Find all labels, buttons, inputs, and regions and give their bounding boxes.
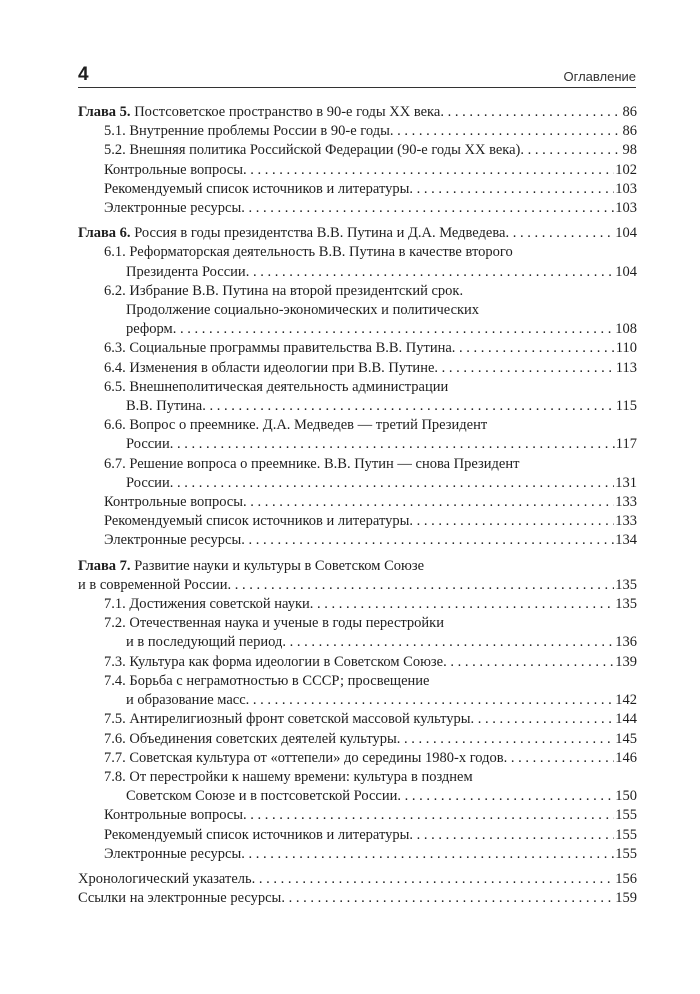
toc-entry-5-questions[interactable]: Контрольные вопросы . . . 102 xyxy=(78,161,637,180)
toc-entry-6-4[interactable]: 6.4. Изменения в области идеологии при В.В. Путине . . . 113 xyxy=(78,359,637,378)
toc-entry-5-2[interactable]: 5.2. Внешняя политика Российской Федерации (90-е годы XX века) . . . 98 xyxy=(78,141,637,160)
toc-entry-6-7[interactable]: 6.7. Решение вопроса о преемнике. В.В. Путин — снова Президент России . . . 131 xyxy=(78,455,637,493)
toc-entry-6-3[interactable]: 6.3. Социальные программы правительства В.В. Путина . . . 110 xyxy=(78,339,637,358)
toc-entry-6-questions[interactable]: Контрольные вопросы . . . 133 xyxy=(78,493,637,512)
toc-entry-7-3[interactable]: 7.3. Культура как форма идеологии в Советском Союзе . . . 139 xyxy=(78,653,637,672)
toc-entry-6-5[interactable]: 6.5. Внешнеполитическая деятельность администрации В.В. Путина . . . 115 xyxy=(78,378,637,416)
chapter-5-block xyxy=(78,103,637,218)
running-header xyxy=(78,64,636,94)
page-ref: 86 xyxy=(622,104,637,120)
toc-entry-6-literature[interactable]: Рекомендуемый список источников и литературы . . . 133 xyxy=(78,512,637,531)
toc-entry-5-1[interactable]: 5.1. Внутренние проблемы России в 90-е годы . . . 86 xyxy=(78,122,637,141)
toc-entry-7-8[interactable]: 7.8. От перестройки к нашему времени: культура в позднем Советском Союзе и в постсоветской России . . . 150 xyxy=(78,768,637,806)
toc-entry-6-2[interactable]: 6.2. Избрание В.В. Путина на второй президентский срок. Продолжение социально-экономических и политических реформ . . . 108 xyxy=(78,282,637,340)
toc-entry-links[interactable]: Ссылки на электронные ресурсы . . . 159 xyxy=(78,889,637,908)
toc-entry-7-4[interactable]: 7.4. Борьба с неграмотностью в СССР; просвещение и образование масс . . . 142 xyxy=(78,672,637,710)
chapter-5-heading[interactable] xyxy=(78,103,637,122)
back-matter-block xyxy=(78,870,637,908)
page-ref: 135 xyxy=(615,576,637,593)
chapter-7-block xyxy=(78,557,637,864)
toc-entry-chronology[interactable]: Хронологический указатель . . . 156 xyxy=(78,870,637,889)
chapter-6-heading[interactable] xyxy=(78,224,637,243)
chapter-7-heading[interactable]: Глава 7. Развитие науки и культуры в Советском Союзе и в современной России . . . 135 xyxy=(78,557,637,595)
toc-entry-7-eresources[interactable]: Электронные ресурсы . . . 155 xyxy=(78,845,637,864)
toc-entry-5-literature[interactable]: Рекомендуемый список источников и литературы . . . 103 xyxy=(78,180,637,199)
toc-entry-5-eresources[interactable]: Электронные ресурсы . . . 103 xyxy=(78,199,637,218)
toc-entry-7-questions[interactable]: Контрольные вопросы . . . 155 xyxy=(78,806,637,825)
header-rule xyxy=(78,87,636,88)
toc-entry-7-literature[interactable]: Рекомендуемый список источников и литературы . . . 155 xyxy=(78,826,637,845)
running-header-title: Оглавление xyxy=(563,69,636,84)
toc-entry-7-2[interactable]: 7.2. Отечественная наука и ученые в годы перестройки и в последующий период . . . 136 xyxy=(78,614,637,652)
toc-entry-7-6[interactable]: 7.6. Объединения советских деятелей культуры . . . 145 xyxy=(78,730,637,749)
chapter-title: Глава 6. Россия в годы президентства В.В. Путина и Д.А. Медведева xyxy=(78,225,506,242)
toc-entry-7-7[interactable]: 7.7. Советская культура от «оттепели» до середины 1980-х годов . . . 146 xyxy=(78,749,637,768)
toc-entry-6-6[interactable]: 6.6. Вопрос о преемнике. Д.А. Медведев — третий Президент России . . . 117 xyxy=(78,416,637,454)
toc-entry-7-1[interactable]: 7.1. Достижения советской науки . . . 135 xyxy=(78,595,637,614)
chapter-title: Глава 7. Развитие науки и культуры в Советском Союзе xyxy=(78,557,425,574)
chapter-title: Глава 5. Постсоветское пространство в 90-е годы XX века xyxy=(78,104,441,120)
dot-leader xyxy=(440,103,621,122)
toc-entry-7-5[interactable]: 7.5. Антирелигиозный фронт советской массовой культуры . . . 144 xyxy=(78,710,637,729)
toc-entry-6-1[interactable]: 6.1. Реформаторская деятельность В.В. Путина в качестве второго Президента России . . . 104 xyxy=(78,243,637,281)
table-of-contents xyxy=(78,103,637,914)
chapter-6-block xyxy=(78,224,637,550)
page-ref: 104 xyxy=(615,225,637,242)
toc-entry-6-eresources[interactable]: Электронные ресурсы . . . 134 xyxy=(78,531,637,550)
page-number: 4 xyxy=(78,64,89,85)
